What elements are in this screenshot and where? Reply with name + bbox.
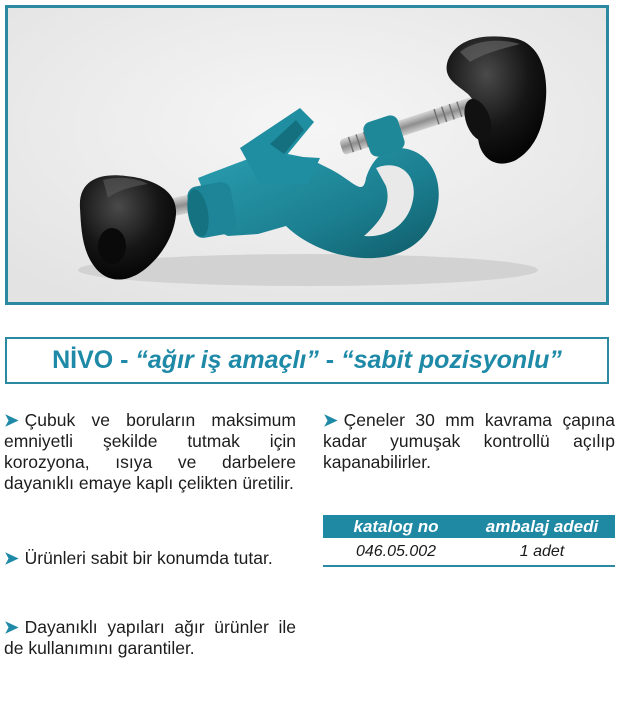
arrow-bullet-icon: ➤ bbox=[4, 617, 19, 637]
title-tag-fixed-position: “sabit pozisyonlu” bbox=[341, 346, 562, 374]
product-name: NİVO bbox=[52, 346, 114, 374]
feature-text: Çeneler 30 mm kavrama çapına kadar yumuşak kontrollü açılıp kapanabilirler. bbox=[323, 410, 615, 472]
feature-text: Çubuk ve boruların maksimum emniyetli şekilde tutmak için korozyona, ısıya ve darbelere dayanıklı emaye kaplı çelikten üretilir. bbox=[4, 410, 296, 493]
feature-item bbox=[4, 617, 296, 659]
package-qty-cell: 1 adet bbox=[469, 538, 615, 566]
table-row bbox=[323, 538, 615, 566]
clamp-illustration bbox=[8, 8, 606, 302]
product-photo-frame bbox=[5, 5, 609, 305]
catalog-no-cell: 046.05.002 bbox=[323, 538, 469, 566]
feature-item bbox=[4, 410, 296, 494]
feature-text: Dayanıklı yapıları ağır ürünler ile de kullanımını garantiler. bbox=[4, 617, 296, 658]
arrow-bullet-icon: ➤ bbox=[4, 548, 19, 568]
spec-table bbox=[323, 515, 615, 567]
title-tag-heavy-duty: “ağır iş amaçlı” bbox=[135, 346, 319, 374]
feature-item bbox=[323, 410, 615, 473]
product-title-box bbox=[5, 337, 609, 384]
header-package-qty: ambalaj adedi bbox=[469, 515, 615, 538]
arrow-bullet-icon: ➤ bbox=[4, 410, 19, 430]
arrow-bullet-icon: ➤ bbox=[323, 410, 338, 430]
feature-text: Ürünleri sabit bir konumda tutar. bbox=[24, 548, 273, 568]
header-catalog-no: katalog no bbox=[323, 515, 469, 538]
product-title: NİVO - “ağır iş amaçlı” - “sabit pozisyonlu” bbox=[52, 346, 562, 374]
feature-item bbox=[4, 548, 296, 569]
spec-header-row bbox=[323, 515, 615, 538]
